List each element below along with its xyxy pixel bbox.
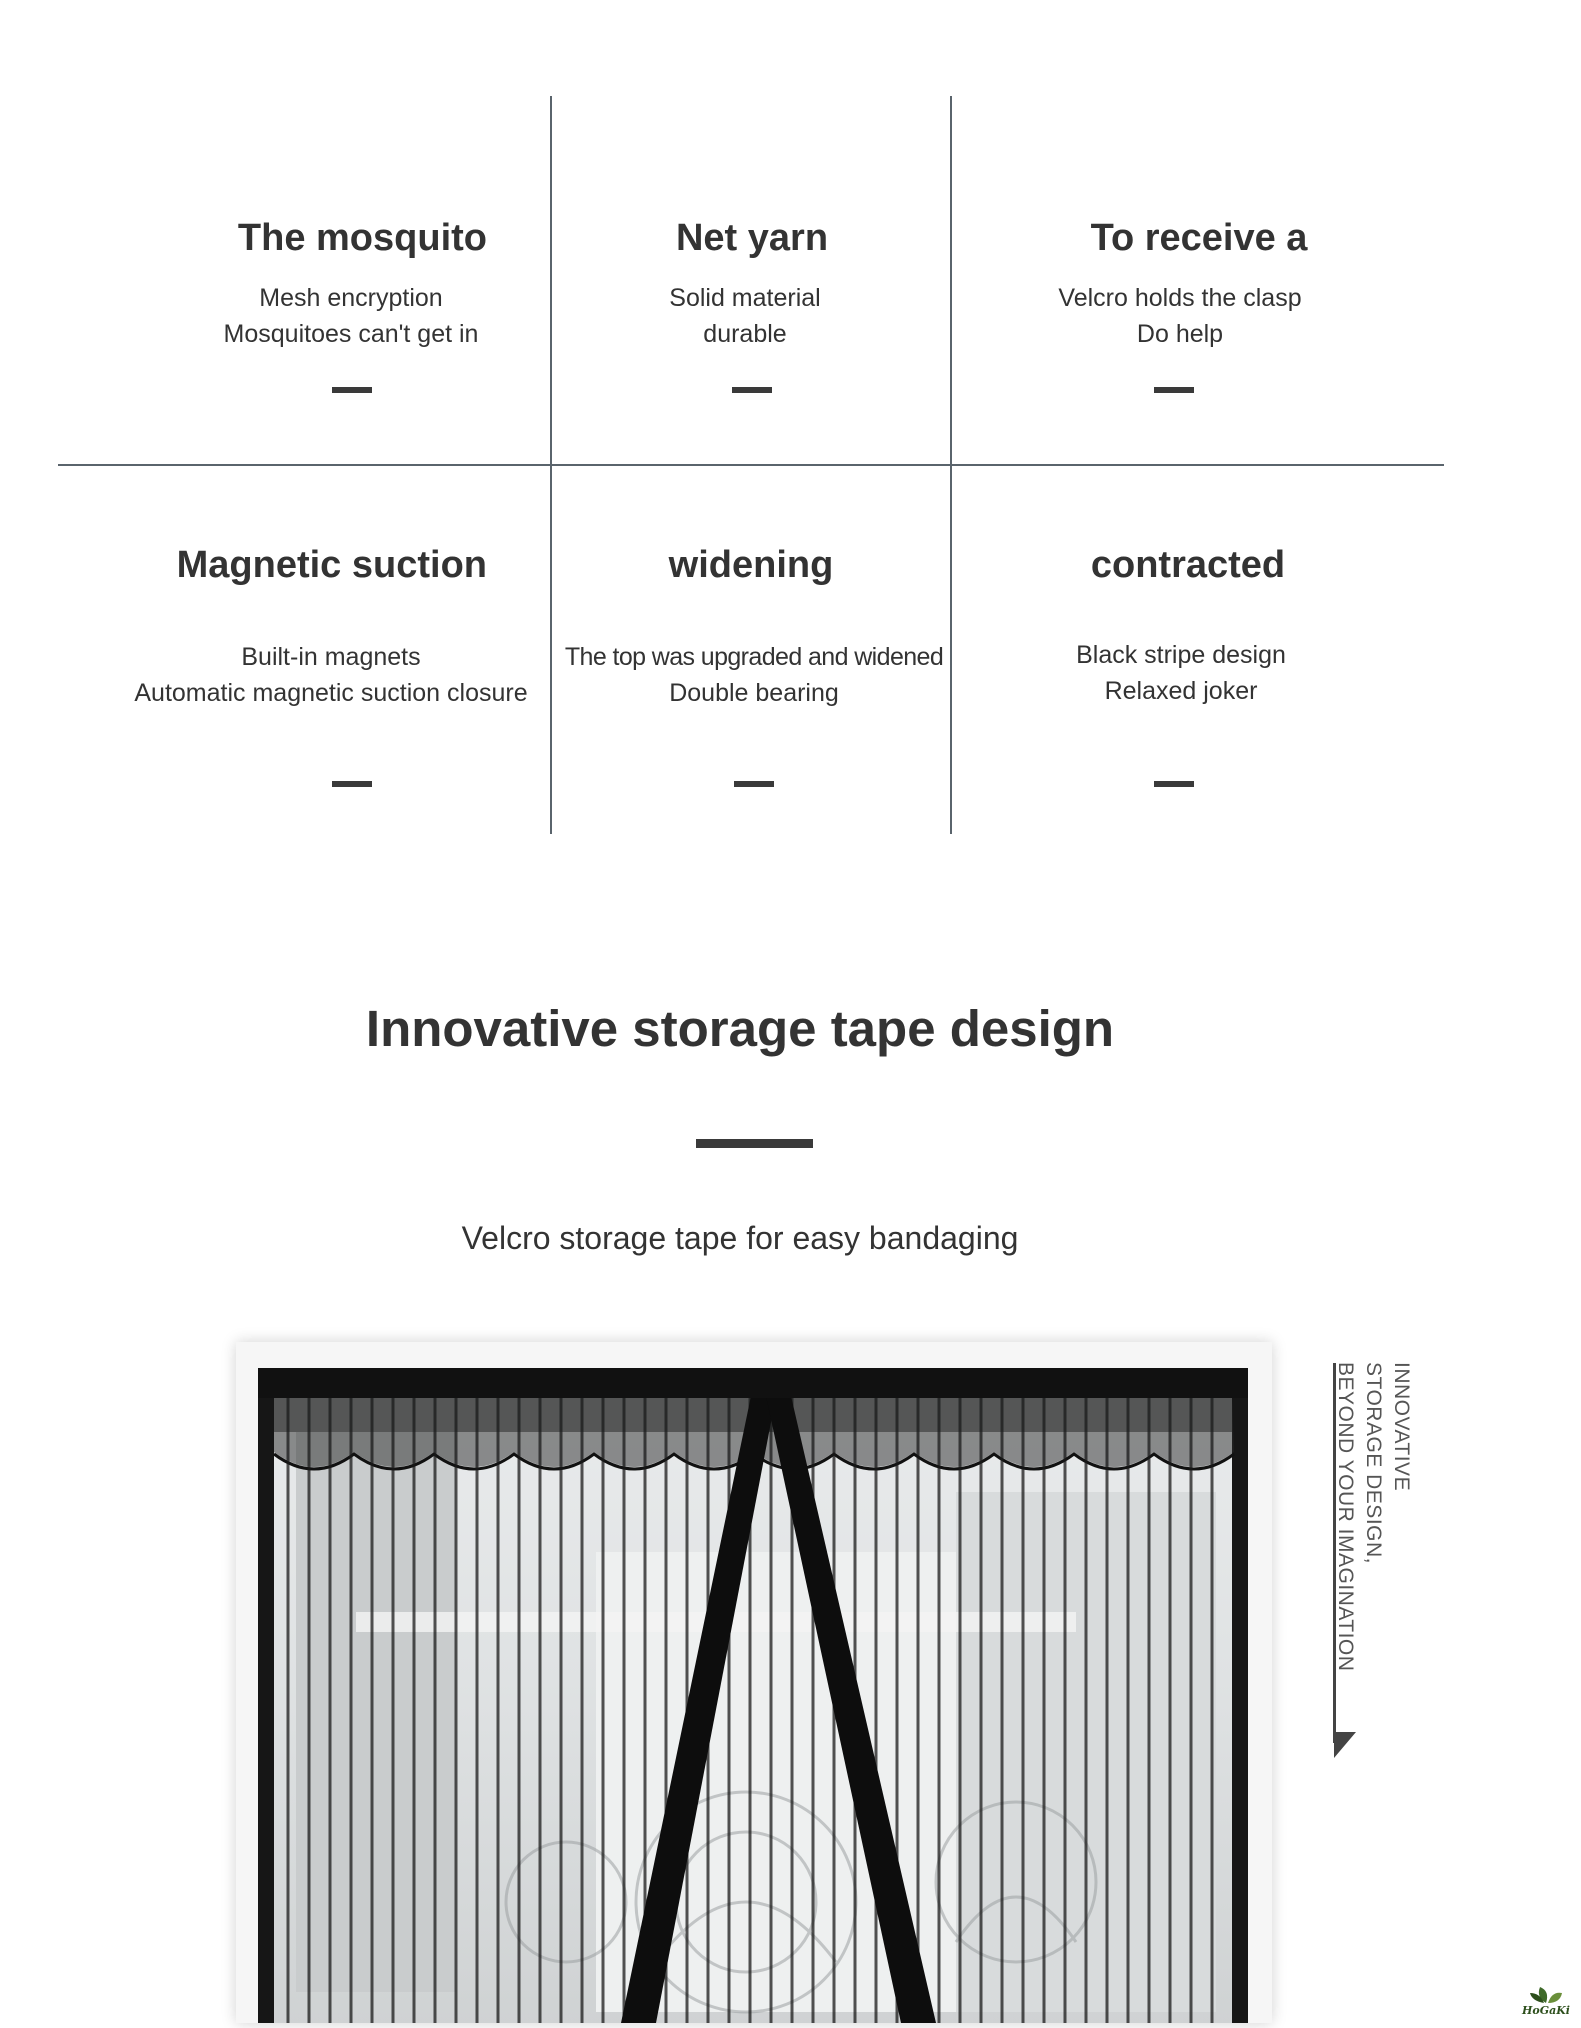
feature-line: Mosquitoes can't get in (223, 320, 479, 348)
grid-divider-horizontal (58, 464, 1444, 466)
feature-line: durable (703, 320, 787, 348)
feature-line: Automatic magnetic suction closure (134, 679, 528, 707)
door-screen-photo (236, 1342, 1272, 2023)
feature-line: The top was upgraded and widened (564, 643, 944, 671)
feature-title: To receive a (1090, 217, 1308, 259)
vertical-caption (1331, 1362, 1415, 1671)
section-subline: Velcro storage tape for easy bandaging (461, 1220, 1019, 1256)
caption-line: STORAGE DESIGN, (1362, 1362, 1385, 1564)
feature-line: Solid material (669, 284, 821, 312)
feature-line: Built-in magnets (241, 643, 421, 671)
feature-line: Relaxed joker (1104, 677, 1258, 705)
dash-divider (732, 387, 772, 393)
section-headline: Innovative storage tape design (365, 1000, 1115, 1057)
caption-line: BEYOND YOUR IMAGINATION (1334, 1362, 1357, 1672)
feature-title: Magnetic suction (176, 544, 487, 586)
feature-line: Black stripe design (1076, 641, 1286, 669)
feature-line: Double bearing (669, 679, 839, 707)
dash-divider (734, 781, 774, 787)
caption-line: INNOVATIVE (1390, 1362, 1413, 1492)
caption-arrow-head-icon (1334, 1732, 1356, 1758)
dash-divider (1154, 387, 1194, 393)
feature-line: Mesh encryption (259, 284, 443, 312)
brand-logo (1520, 1985, 1572, 2019)
feature-title: Net yarn (675, 217, 829, 259)
feature-title: The mosquito (237, 217, 487, 259)
feature-line: Do help (1136, 320, 1224, 348)
feature-title: widening (668, 544, 834, 586)
logo-text: HoGaKi (1522, 2004, 1570, 2017)
door-screen-illustration (236, 1342, 1272, 2023)
dash-divider (1154, 781, 1194, 787)
headline-dash (696, 1139, 813, 1148)
dash-divider (332, 387, 372, 393)
dash-divider (332, 781, 372, 787)
feature-title: contracted (1090, 544, 1286, 586)
feature-line: Velcro holds the clasp (1058, 284, 1302, 312)
